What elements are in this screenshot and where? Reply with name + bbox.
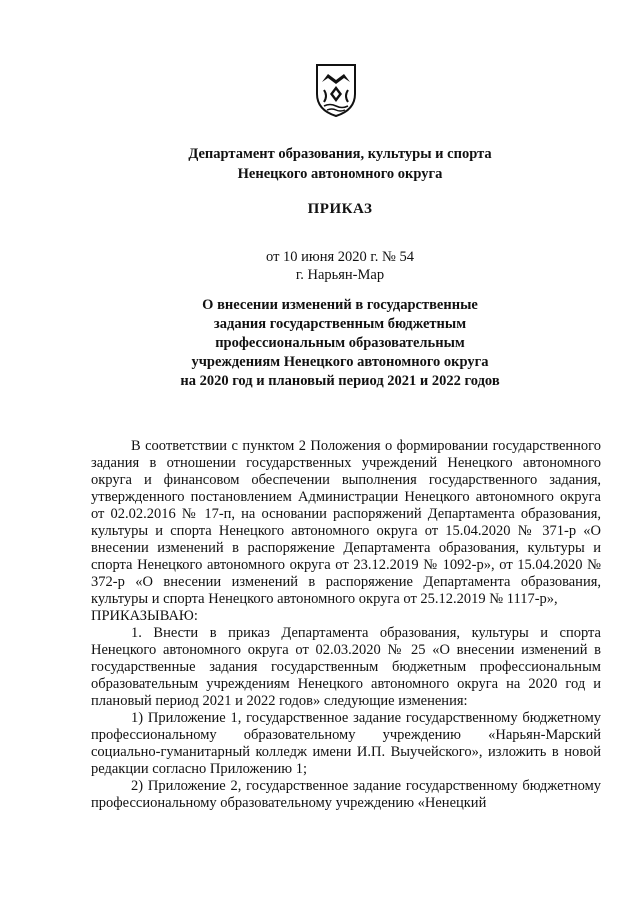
subitem-2-paragraph: 2) Приложение 2, государственное задание государственному бюджетному профессиональному образовательному учреждению «Ненецкий bbox=[91, 778, 601, 811]
subject-line-4: учреждениям Ненецкого автономного округа bbox=[191, 354, 489, 370]
order-body bbox=[91, 438, 601, 812]
department-line-2: Ненецкого автономного округа bbox=[237, 166, 443, 182]
order-word: ПРИКАЗЫВАЮ: bbox=[91, 608, 198, 624]
subject-line-5: на 2020 год и плановый период 2021 и 2022 годов bbox=[180, 373, 500, 389]
department-header bbox=[60, 144, 620, 184]
document-title: ПРИКАЗ bbox=[307, 201, 373, 217]
item-1-paragraph: 1. Внести в приказ Департамента образования, культуры и спорта Ненецкого автономного округа от 02.03.2020 № 25 «О внесении изменений в государственные задания государственным бюджетным профессиональным образовательным учреждениям Ненецкого автономного округа на 2020 год и плановый период 2021 и 2022 годов» следующие изменения: bbox=[91, 625, 601, 709]
order-subject bbox=[60, 296, 620, 391]
coat-of-arms-icon bbox=[314, 62, 358, 118]
subitem-1-paragraph: 1) Приложение 1, государственное задание государственному бюджетному профессиональному образовательному учреждению «Нарьян-Марский социально-гуманитарный колледж имени И.П. Выучейского», изложить в новой редакции согласно Приложению 1; bbox=[91, 710, 601, 777]
place-line: г. Нарьян-Мар bbox=[295, 267, 385, 283]
preamble-paragraph: В соответствии с пунктом 2 Положения о формировании государственного задания в отношении государственных учреждений Ненецкого автономного округа и финансовом обеспечении выполнения государственного задания, утвержденного постановлением Администрации Ненецкого автономного округа от 02.02.2016 № 17-п, на основании распоряжений Департамента образования, культуры и спорта Ненецкого автономного округа от 15.04.2020 № 371-р «О внесении изменений в распоряжение Департамента образования, культуры и спорта Ненецкого автономного округа от 23.12.2019 № 1092-р», от 15.04.2020 № 372-р «О внесении изменений в распоряжение Департамента образования, культуры и спорта Ненецкого автономного округа от 25.12.2019 № 1117-р», bbox=[91, 438, 601, 607]
subject-line-3: профессиональным образовательным bbox=[215, 335, 465, 351]
subject-line-2: задания государственным бюджетным bbox=[213, 316, 467, 332]
date-number-line: от 10 июня 2020 г. № 54 bbox=[266, 249, 414, 265]
subject-line-1: О внесении изменений в государственные bbox=[202, 297, 478, 313]
date-place-block bbox=[60, 248, 620, 284]
department-line-1: Департамент образования, культуры и спорта bbox=[188, 146, 492, 162]
